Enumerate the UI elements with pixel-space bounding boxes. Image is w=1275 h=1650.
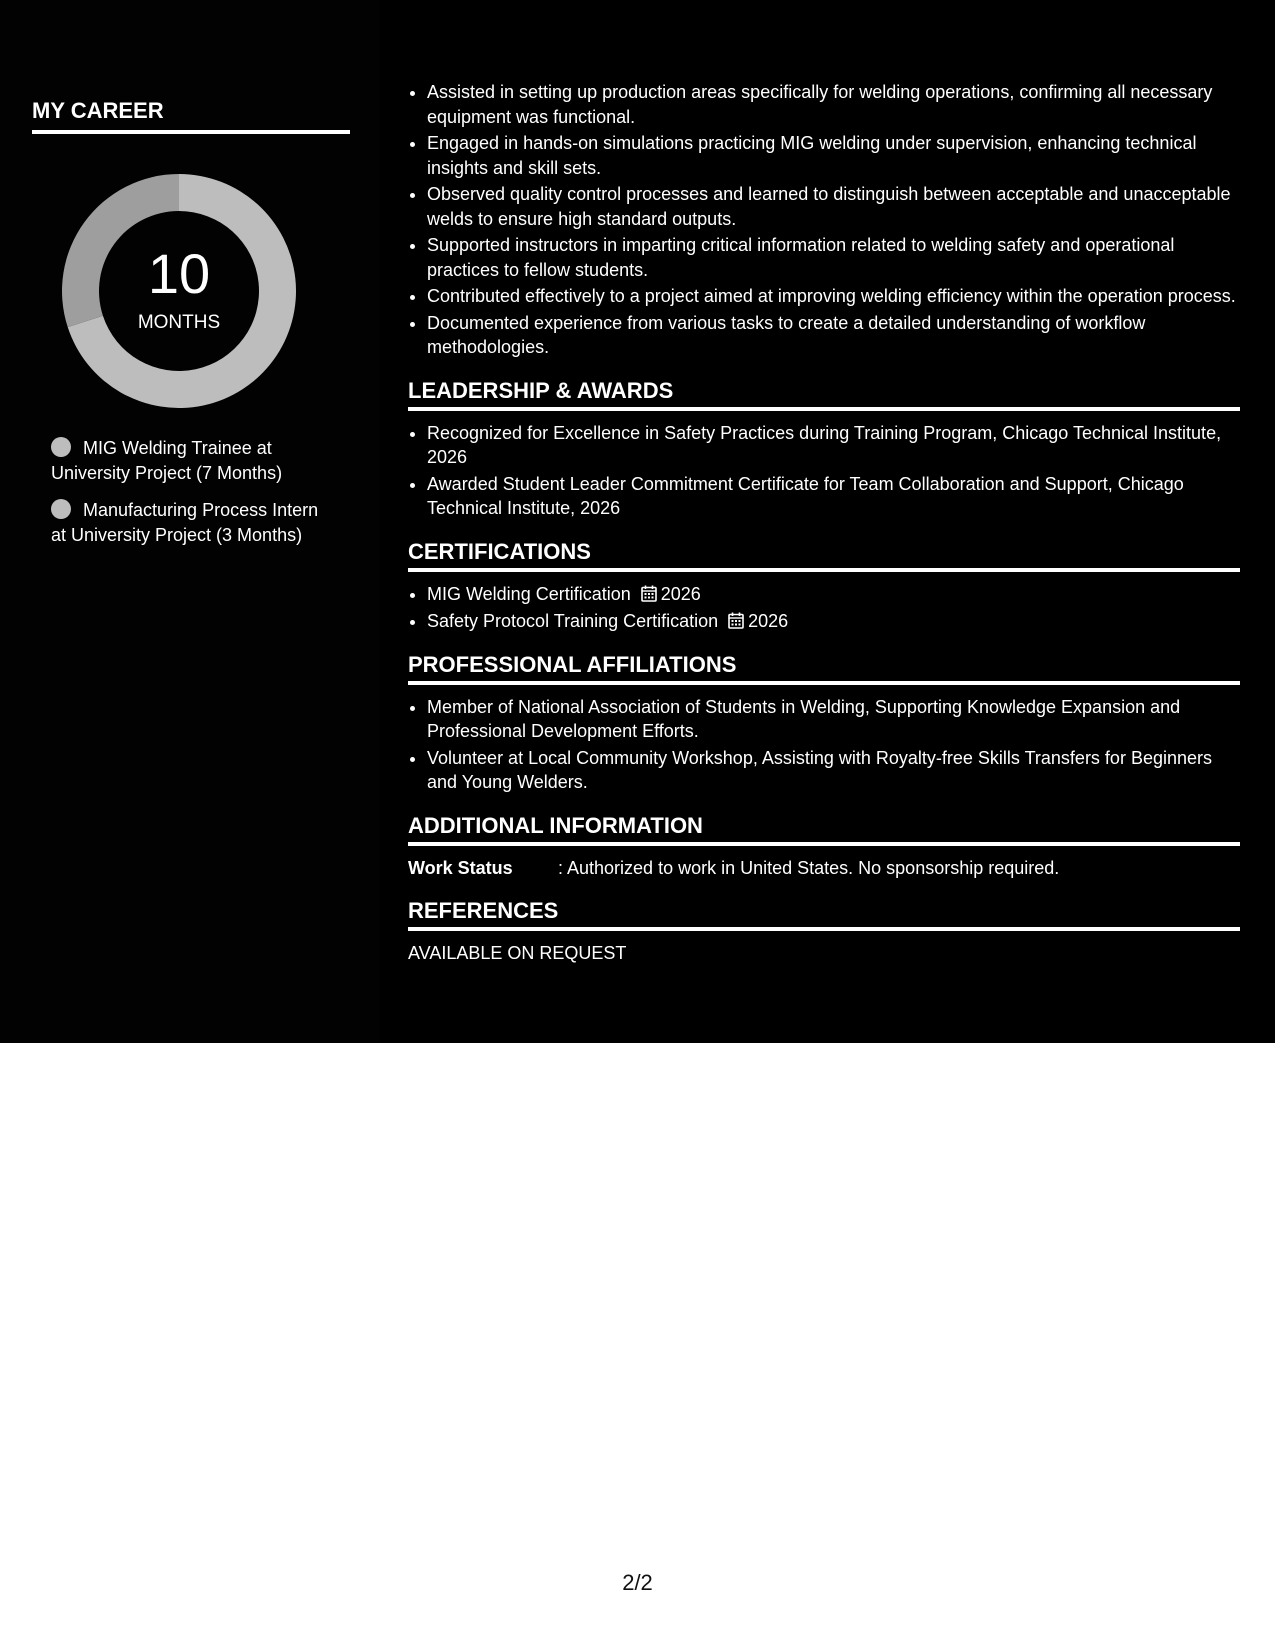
certification-name: MIG Welding Certification (427, 583, 631, 604)
donut-center (62, 174, 296, 408)
references-section-title: REFERENCES (408, 898, 1240, 931)
certifications-section-title: CERTIFICATIONS (408, 539, 1240, 572)
legend-item (51, 436, 321, 486)
page-number: 2/2 (622, 1570, 653, 1595)
certification-name: Safety Protocol Training Certification (427, 611, 719, 631)
references-text: AVAILABLE ON REQUEST (408, 942, 627, 963)
affiliations-section-title: PROFESSIONAL AFFILIATIONS (408, 652, 1240, 685)
my-career-title: MY CAREER (32, 98, 350, 134)
work-status-value: : Authorized to work in United States. No sponsorship required. (558, 857, 1060, 878)
legend-dot (51, 499, 71, 519)
certification-date (641, 584, 701, 604)
experience-bullet: • Assisted in setting up production areas specifically for welding operations, confirming all necessary equipment was functional. (427, 80, 1240, 129)
certifications-list (408, 582, 1240, 634)
experience-bullet: • Engaged in hands-on simulations practicing MIG welding under supervision, enhancing technical insights and skill sets. (427, 131, 1240, 180)
work-status-row (408, 856, 1240, 880)
affiliation-item: • Volunteer at Local Community Workshop, Assisting with Royalty-free Skills Transfers for Beginners and Young Welders. (427, 746, 1240, 795)
work-status-label: Work Status (408, 857, 513, 878)
legend-label: MIG Welding Trainee at University Project (7 Months) (51, 438, 283, 483)
experience-bullet: • Observed quality control processes and learned to distinguish between acceptable and unacceptable welds to ensure high standard outputs. (427, 182, 1240, 231)
career-legend (51, 436, 321, 560)
experience-bullet: • Supported instructors in imparting critical information related to welding safety and operational practices to fellow students. (427, 233, 1240, 282)
experience-bullet: • Documented experience from various tasks to create a detailed understanding of workflow methodologies. (427, 311, 1240, 360)
leadership-section-title: LEADERSHIP & AWARDS (408, 378, 1240, 411)
experience-bullet: • Contributed effectively to a project aimed at improving welding efficiency within the operation process. (427, 284, 1240, 309)
experience-bullet-list (408, 80, 1240, 360)
affiliation-item: • Member of National Association of Students in Welding, Supporting Knowledge Expansion and Professional Development Efforts. (427, 695, 1240, 744)
leadership-list (408, 421, 1240, 521)
donut-total-unit: MONTHS (137, 312, 221, 333)
leadership-item: • Awarded Student Leader Commitment Certificate for Team Collaboration and Support, Chicago Technical Institute, 2026 (427, 472, 1240, 521)
additional-info-section-title: ADDITIONAL INFORMATION (408, 813, 1240, 846)
calendar-icon (728, 612, 744, 629)
certification-year: 2026 (660, 583, 701, 604)
legend-label: Manufacturing Process Intern at University Project (3 Months) (51, 500, 319, 545)
certification-date (728, 611, 788, 631)
main-content (408, 80, 1240, 965)
certification-item (427, 609, 1240, 634)
certification-item (427, 582, 1240, 607)
legend-dot (51, 437, 71, 457)
affiliations-list (408, 695, 1240, 795)
leadership-item: • Recognized for Excellence in Safety Practices during Training Program, Chicago Technical Institute, 2026 (427, 421, 1240, 470)
calendar-icon (641, 585, 657, 602)
certification-year: 2026 (748, 611, 789, 631)
donut-total-value: 10 (147, 242, 211, 305)
legend-item (51, 498, 321, 548)
